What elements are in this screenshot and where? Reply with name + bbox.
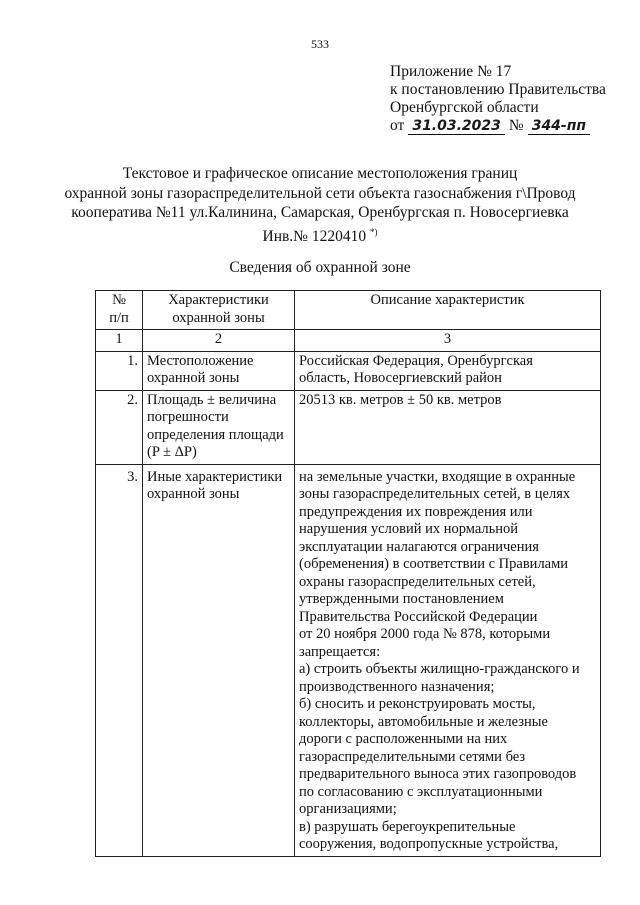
protected-zone-table [95,290,601,857]
row-name-line: Площадь ± величина [147,391,277,408]
row-description-line: в) разрушать берегоукрепительные [299,818,516,835]
row-num: 1. [96,351,143,390]
table-row [96,464,601,856]
row-description-line: (обременения) в соответствии с Правилами [299,556,569,572]
annex-line-1: Приложение № 17 [390,63,512,80]
row-description-line: область, Новосергиевский район [299,370,502,386]
annex-line-3: Оренбургской области [390,99,539,116]
title-line-4 [40,223,600,247]
row-description-line: зоны газораспределительных сетей, в целях [299,486,571,502]
row-name-line: определения площади [147,426,284,443]
row-description-line: нарушения условий их нормальной [299,521,519,537]
annex-date: 31.03.2023 [408,119,505,135]
row-description-line: сооружения, водопропускные устройства, [299,836,559,852]
row-name-line: охранной зоны [147,370,240,386]
column-number-row [96,330,601,352]
row-description-line: запрещается: [299,643,381,660]
header-num-line: № [112,292,126,308]
row-description [295,390,601,464]
annex-line-2: к постановлению Правительства [390,81,606,98]
row-description-line: коллекторы, автомобильные и железные [299,713,548,730]
row-description-line: дороги с расположенными на них [299,731,508,747]
row-description-line: б) сносить и реконструировать мосты, [299,696,536,712]
annex-date-number [390,117,630,135]
row-description-line: газораспределительными сетями без [299,748,526,765]
column-number-1: 1 [96,330,143,352]
header-num [96,291,143,330]
table-header-row [96,291,601,330]
title-line-1: Текстовое и графическое описание местоположения границ [122,165,518,182]
row-name [143,351,295,390]
row-description [295,464,601,856]
row-description-line: по согласованию с эксплуатационными [299,783,543,800]
footnote-mark: *) [369,226,378,237]
column-number-2: 2 [143,330,295,352]
header-num-line: п/п [109,309,129,326]
row-description-line: 20513 кв. метров ± 50 кв. метров [299,391,502,408]
row-description-line: Правительства Российской Федерации [299,608,538,625]
row-description-line: охраны газораспределительных сетей, [299,573,536,590]
row-description-line: предварительного выноса этих газопроводов [299,766,577,782]
row-description-line: производственного назначения; [299,678,495,695]
table-row [96,390,601,464]
row-description-line: на земельные участки, входящие в охранные [299,468,576,485]
row-description-line: утвержденными постановлением [299,591,504,607]
row-num: 2. [96,390,143,464]
row-num: 3. [96,464,143,856]
row-name-line: (P ± ΔP) [147,444,197,460]
annex-from-label: от [390,117,405,134]
header-characteristic [143,291,295,330]
row-name-line: Местоположение [147,352,254,369]
annex-block [390,63,630,135]
row-description-line: предупреждения их повреждения или [299,503,533,520]
header-characteristic-line: Характеристики [168,292,269,308]
row-description [295,351,601,390]
table-row [96,351,601,390]
document-title [40,164,600,246]
row-description-line: Российская Федерация, Оренбургская [299,352,533,369]
section-title: Сведения об охранной зоне [229,259,411,276]
column-number-3: 3 [295,330,601,352]
row-name [143,390,295,464]
row-name [143,464,295,856]
row-description-line: от 20 ноября 2000 года № 878, которыми [299,626,551,642]
header-characteristic-line: охранной зоны [172,309,265,326]
header-description: Описание характеристик [295,291,601,330]
row-name-line: Иные характеристики [147,468,283,485]
title-line-2: охранной зоны газораспределительной сети объекта газоснабжения г\Провод [64,184,576,202]
annex-number-label: № [508,117,524,134]
title-line-3: кооператива №11 ул.Калинина, Самарская, Оренбургская п. Новосергиевка [71,204,569,221]
row-description-line: организациями; [299,801,397,817]
row-description-line: эксплуатации налагаются ограничения [299,538,539,555]
row-name-line: охранной зоны [147,486,240,502]
annex-number: 344-пп [528,119,590,135]
page-number: 533 [311,37,329,51]
inventory-number: Инв.№ 1220410 [262,227,367,245]
row-description-line: а) строить объекты жилищно-гражданского и [299,661,580,677]
row-name-line: погрешности [147,409,229,425]
